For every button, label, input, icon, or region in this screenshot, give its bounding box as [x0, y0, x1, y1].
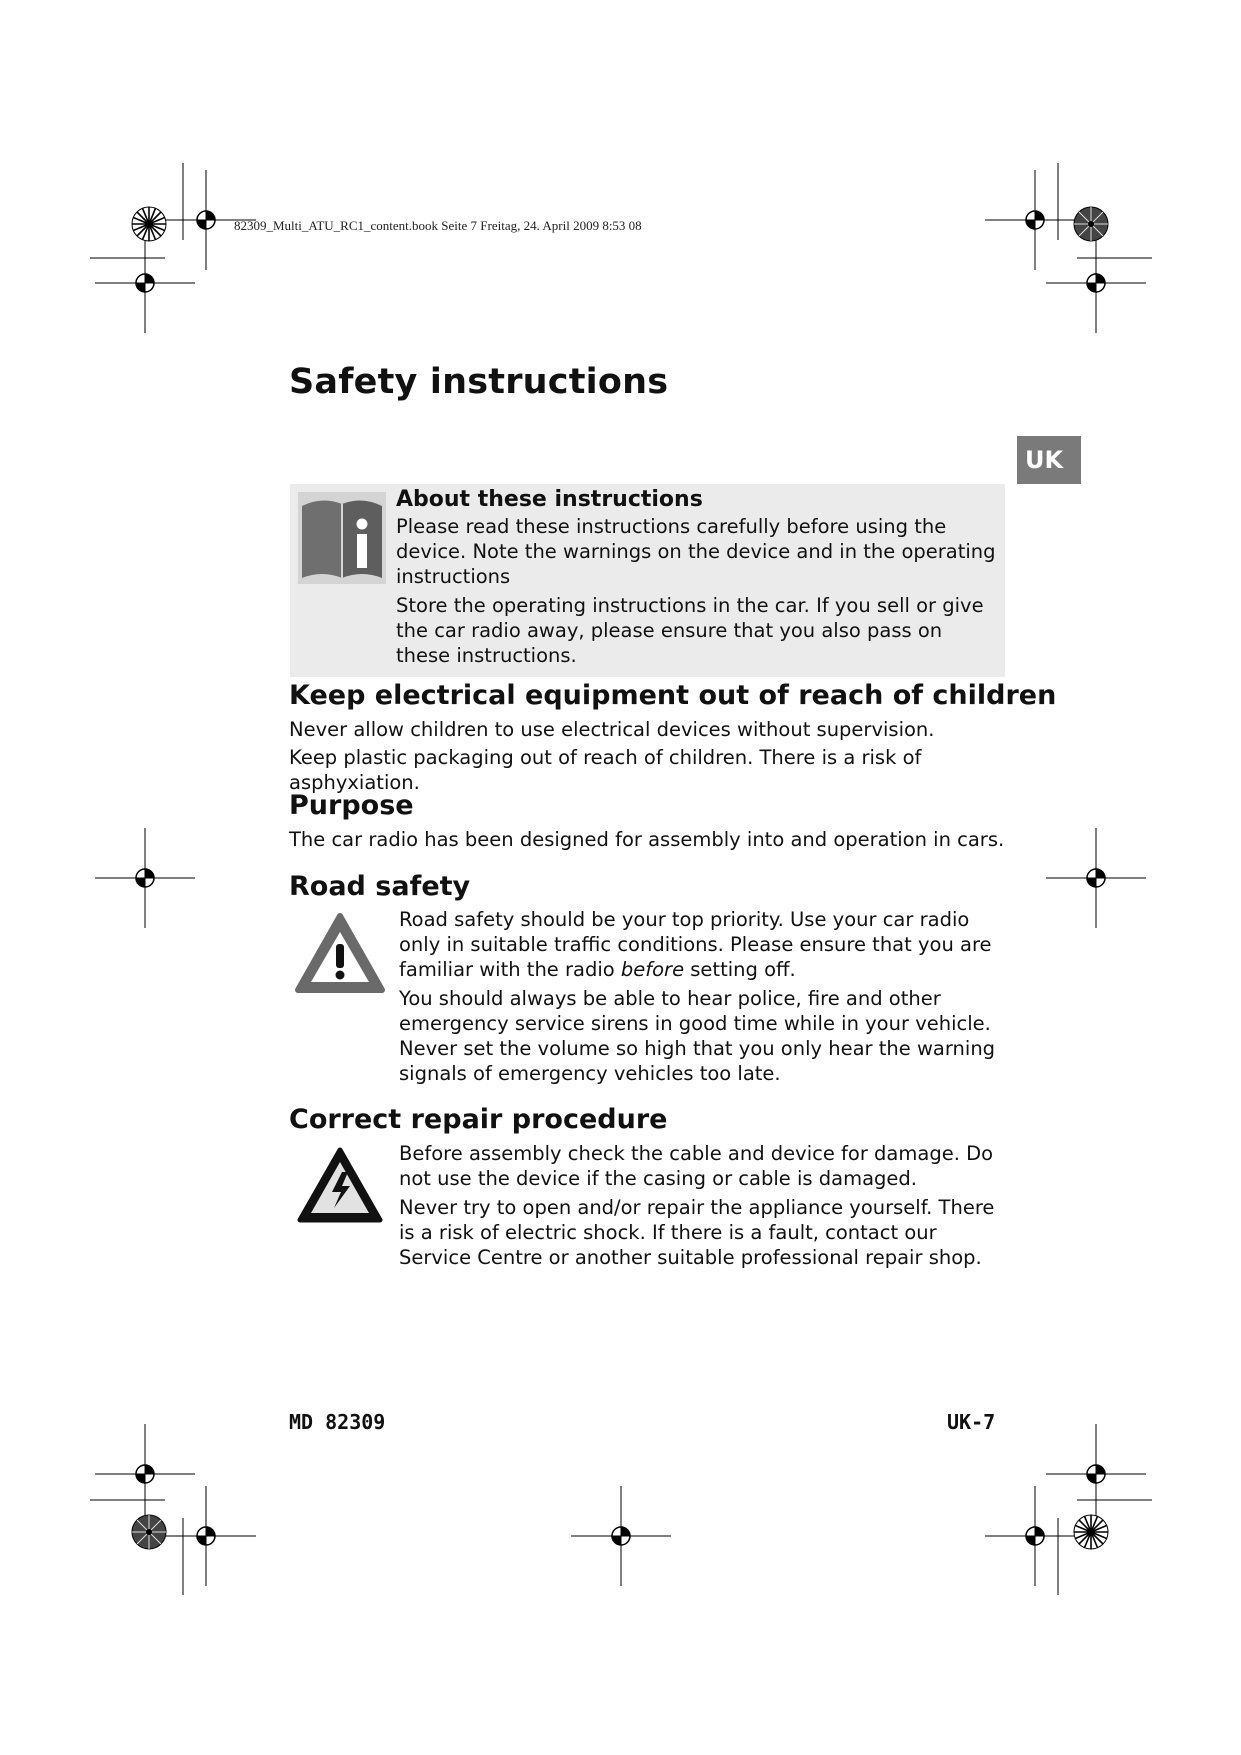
- road-safety-paragraph-2: You should always be able to hear police, fire and other emergency service sirens in good time while in your vehicle. Never set the volume so high that you only hear the warning signals of emergency vehicles too late.: [399, 987, 996, 1085]
- warning-triangle-icon: [294, 912, 386, 996]
- about-instructions-box: [290, 484, 1005, 677]
- road-safety-heading: Road safety: [289, 871, 471, 902]
- road-safety-paragraph-1: Road safety should be your top priority. Use your car radio only in suitable traffic conditions. Please ensure that you are familiar with the radio before setting off.: [399, 908, 992, 981]
- about-paragraph-1: Please read these instructions carefully before using the device. Note the warnings on the device and in the operating instructions: [396, 515, 996, 588]
- purpose-paragraph: The car radio has been designed for assembly into and operation in cars.: [289, 828, 1005, 851]
- children-heading: Keep electrical equipment out of reach of children: [289, 680, 1057, 711]
- children-paragraph-1: Never allow children to use electrical devices without supervision.: [289, 718, 935, 741]
- page-title: Safety instructions: [289, 362, 669, 402]
- repair-paragraph-1: Before assembly check the cable and device for damage. Do not use the device if the casing or cable is damaged.: [399, 1142, 994, 1190]
- repair-paragraph-2: Never try to open and/or repair the appliance yourself. There is a risk of electric shock. If there is a fault, contact our Service Centre or another suitable professional repair shop.: [399, 1196, 995, 1269]
- about-paragraph-2: Store the operating instructions in the car. If you sell or give the car radio away, please ensure that you also pass on these instructions.: [396, 594, 984, 667]
- electric-shock-icon: [296, 1146, 384, 1226]
- about-heading: About these instructions: [396, 487, 703, 512]
- print-job-header: 82309_Multi_ATU_RC1_content.book Seite 7 Freitag, 24. April 2009 8:53 08: [234, 218, 642, 233]
- info-book-icon: [298, 492, 386, 584]
- repair-heading: Correct repair procedure: [289, 1104, 668, 1135]
- language-tab: UK: [1017, 436, 1081, 484]
- emphasis-before: before: [620, 958, 685, 981]
- purpose-heading: Purpose: [289, 790, 414, 821]
- footer-model-number: MD 82309: [289, 1410, 386, 1434]
- children-paragraph-2: Keep plastic packaging out of reach of children. There is a risk of asphyxiation.: [289, 746, 922, 794]
- footer-page-number: UK-7: [947, 1410, 996, 1434]
